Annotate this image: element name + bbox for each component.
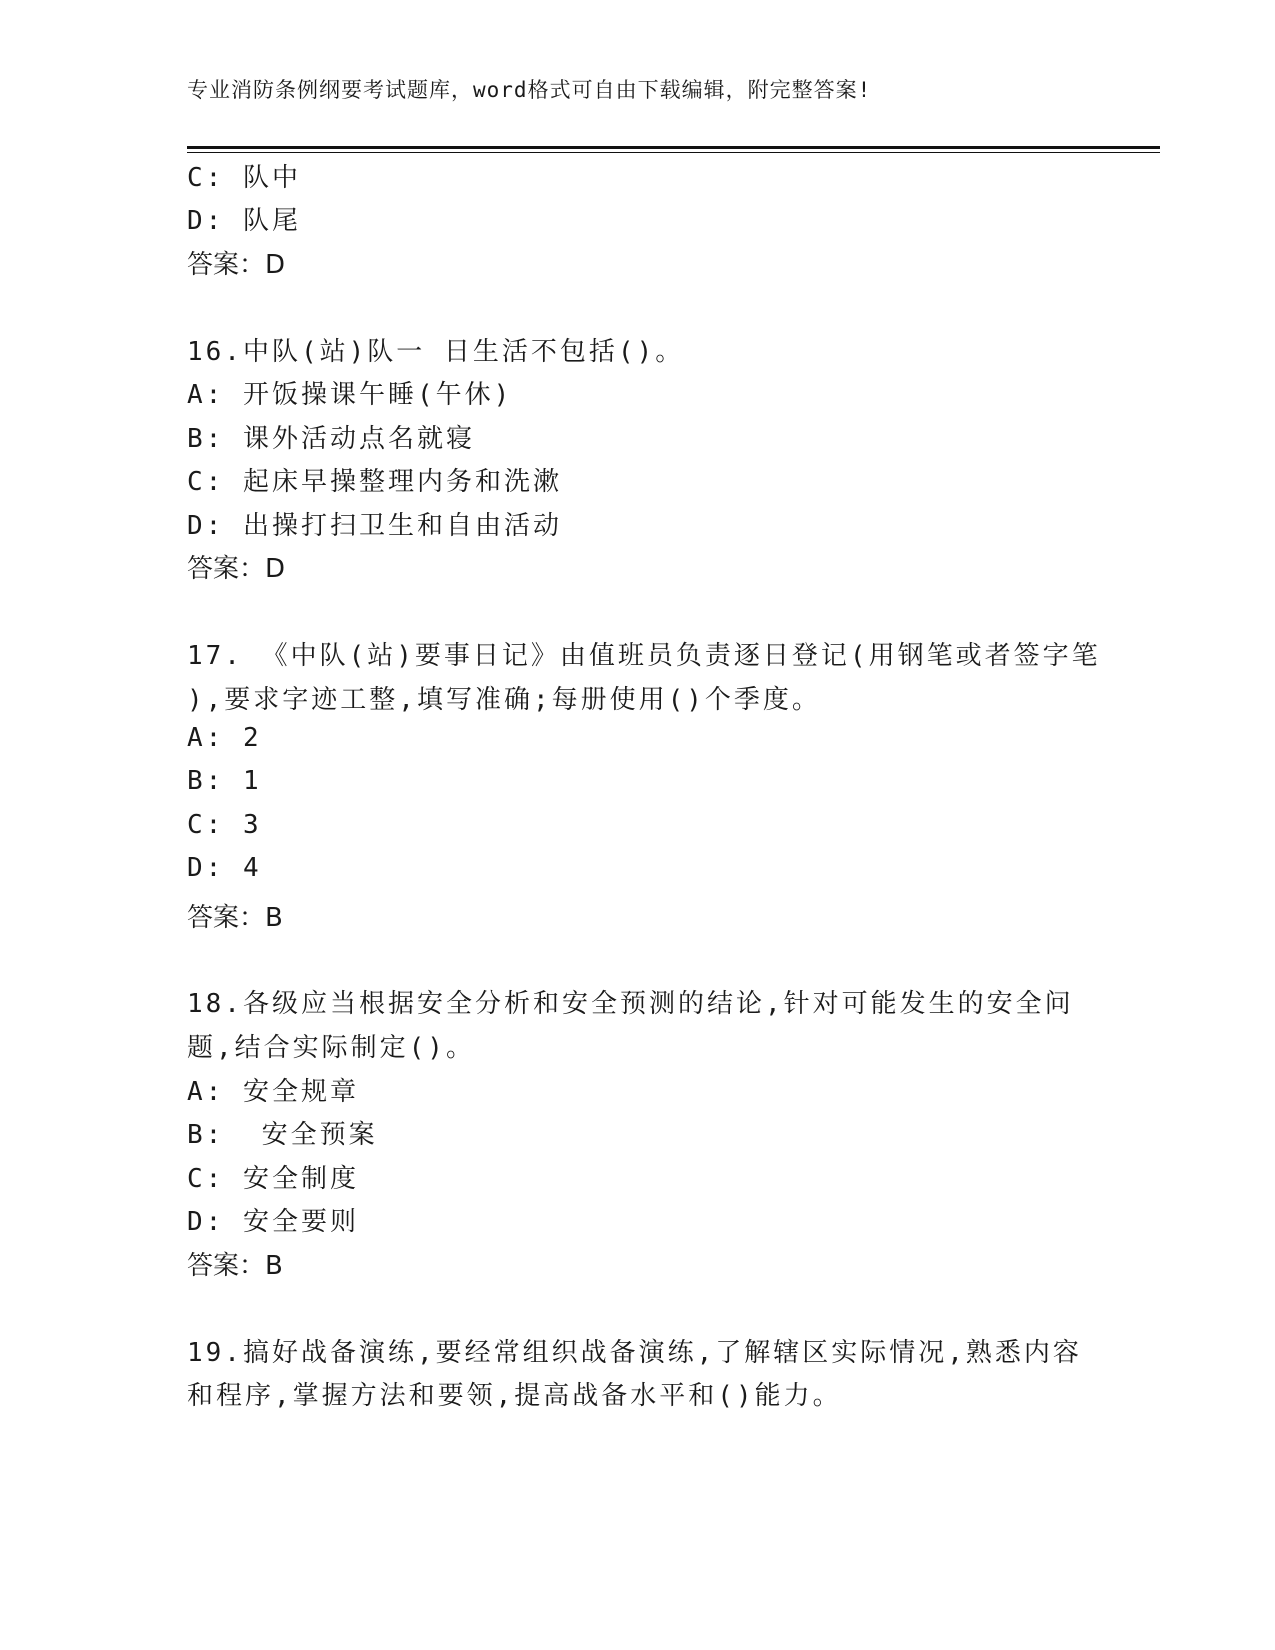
q17-option-c: C: 3 xyxy=(187,810,262,840)
option-d: D: 队尾 xyxy=(187,206,301,236)
q16-option-b: B: 课外活动点名就寝 xyxy=(187,424,475,454)
question-17-line-2: ),要求字迹工整,填写准确;每册使用()个季度。 xyxy=(187,685,821,715)
q18-option-d: D: 安全要则 xyxy=(187,1207,359,1237)
q16-option-a: A: 开饭操课午睡(午休) xyxy=(187,380,513,410)
q16-option-c: C: 起床早操整理内务和洗漱 xyxy=(187,467,562,497)
page-header: 专业消防条例纲要考试题库，word格式可自由下载编辑，附完整答案! xyxy=(187,78,872,102)
question-18-line-2: 题,结合实际制定()。 xyxy=(187,1033,475,1063)
q17-option-b: B: 1 xyxy=(187,766,262,796)
option-c: C: 队中 xyxy=(187,163,301,193)
question-16: 16.中队(站)队一 日生活不包括()。 xyxy=(187,337,685,367)
question-18-line-1: 18.各级应当根据安全分析和安全预测的结论,针对可能发生的安全问 xyxy=(187,989,1074,1019)
q18-option-a: A: 安全规章 xyxy=(187,1077,359,1107)
question-19-line-1: 19.搞好战备演练,要经常组织战备演练,了解辖区实际情况,熟悉内容 xyxy=(187,1338,1082,1368)
answer-15: 答案：D xyxy=(187,250,286,280)
answer-17: 答案：B xyxy=(187,903,283,933)
q16-option-d: D: 出操打扫卫生和自由活动 xyxy=(187,511,562,541)
q17-option-d: D: 4 xyxy=(187,853,262,883)
header-rule-thin xyxy=(187,152,1160,153)
answer-18: 答案：B xyxy=(187,1251,283,1281)
q17-option-a: A: 2 xyxy=(187,723,262,753)
header-rule-thick xyxy=(187,146,1160,149)
answer-16: 答案：D xyxy=(187,554,286,584)
question-19-line-2: 和程序,掌握方法和要领,提高战备水平和()能力。 xyxy=(187,1381,842,1411)
question-17-line-1: 17. 《中队(站)要事日记》由值班员负责逐日登记(用钢笔或者签字笔 xyxy=(187,641,1101,671)
q18-option-b: B: 安全预案 xyxy=(187,1120,378,1150)
q18-option-c: C: 安全制度 xyxy=(187,1164,359,1194)
